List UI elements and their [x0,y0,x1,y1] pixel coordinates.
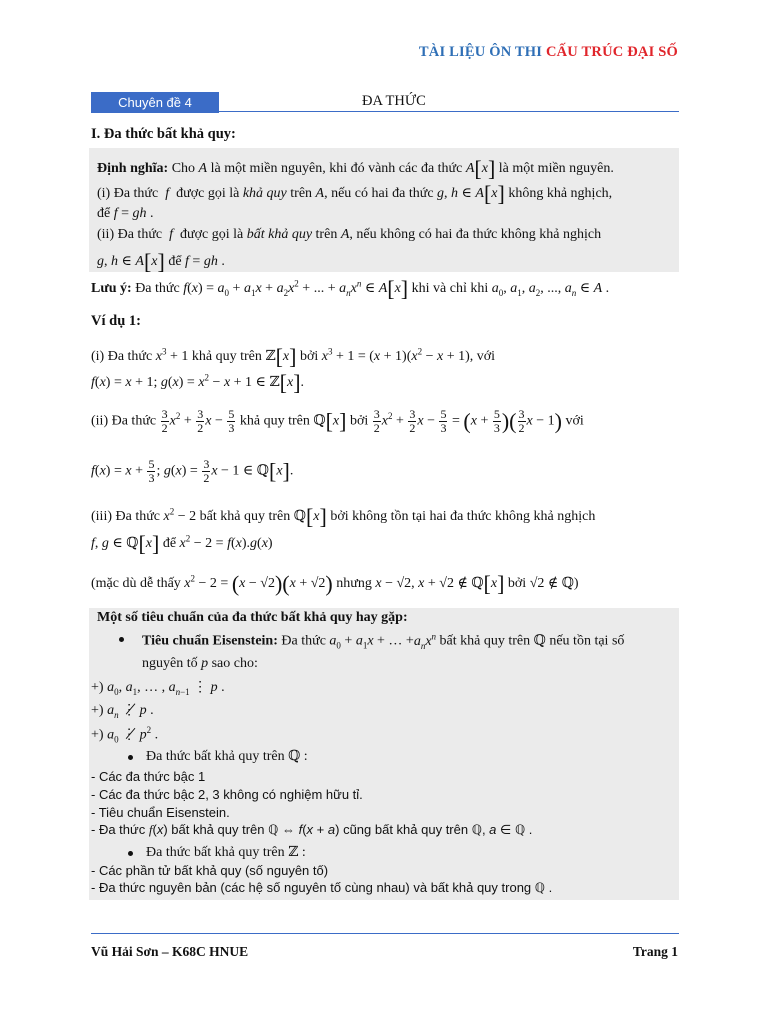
text: bất khả quy trên [199,509,291,525]
example-iii-line-3: (mặc dù dễ thấy $x^2 - 2 = (x - √2)(x + √2)$ nhưng x − √2, x + √2 ∉ ℚ[x] bởi √2 ∉ ℚ) [91,571,579,596]
definition-line-4: (ii) Đa thức f được gọi là bất khả quy trên A, nếu không có hai đa thức không khả nghịch [97,227,602,242]
text: khả quy trên [239,413,310,429]
bullet-icon [119,637,124,642]
text: được gọi là [180,227,244,242]
chapter-label: Chuyên đề 4 [91,92,219,113]
term-reducible: khả quy [242,186,287,202]
text: +) [91,680,104,695]
text: , nếu không có hai đa thức không khả nghịch [349,227,602,242]
definition-line-1: Định nghĩa: Cho A là một miền nguyên, khi đó vành các đa thức A[x] là một miền nguyên. [97,156,614,181]
text: bất khả quy trên [171,822,265,837]
section-title: I. Đa thức bất khả quy: [91,126,236,142]
text: bởi không tồn tại hai đa thức không khả nghịch [330,509,596,525]
note-label: Lưu ý: [91,281,132,297]
criteria-title: Một số tiêu chuẩn của đa thức bất khả quy hay gặp: [97,610,408,625]
text: cũng bất khả quy trên [343,822,469,837]
text: để [162,536,177,552]
text: trên [315,227,338,242]
text: (ii) Đa thức [91,413,157,429]
text: trên [290,186,313,202]
example-iii-line-1: (iii) Đa thức $x^2 - 2$ bất khả quy trên ℚ[x] bởi không tồn tại hai đa thức không khả nghịch [91,504,596,529]
example-i-line-1: (i) Đa thức $x^3 + 1$ khả quy trên ℤ[x] bởi $x^3 + 1 = (x + 1)(x^2 - x + 1)$, với [91,344,496,369]
text: bất khả quy trên [439,633,531,649]
text: Đa thức [281,633,326,649]
text: sao cho: [211,656,258,671]
text: (i) Đa thức [91,349,153,365]
definition-label: Định nghĩa: [97,161,169,177]
text: bởi [299,349,319,365]
eisenstein-condition-1: +) $a_0$, $a_1$, … , $a_{n-1}$ ⋮ p . [91,680,225,697]
text: là một miền nguyên, khi đó vành các đa thức [210,161,463,177]
text: (i) Đa thức [97,186,159,202]
header-series: TÀI LIỆU ÔN THI [418,44,543,60]
text: (iii) Đa thức [91,509,161,525]
definition-line-2: (i) Đa thức f được gọi là khả quy trên A, nếu có hai đa thức g, h ∈ A[x] không khả nghịch, [97,181,613,206]
example-i-line-2: f(x) = x + 1; $g(x) = x^2 - x + 1$ ∈ ℤ[x]. [91,370,305,395]
text: , với [469,349,496,365]
document-header [419,44,678,61]
text: Đa thức bất khả quy trên [146,749,285,764]
text: bởi [507,576,527,592]
example-iii-line-2: f, g ∈ ℚ[x] để $x^2 - 2 = f(x).g(x)$ [91,531,273,556]
integer-heading: Đa thức bất khả quy trên ℤ : [146,845,306,860]
note-line: Lưu ý: Đa thức $f(x) = a_0 + a_1x + a_2x^2$ + ... + $a_nx^n$ ∈ A[x] khi và chỉ khi $a_0$, $a_1$, $a_2$, ..., $a_n$ ∈ A . [91,276,610,301]
example-ii-line-2: f(x) = x + $\frac{5}{3}$ ; g(x) = $\frac{3}{2}$ x − 1 ∈ ℚ[x]. [91,457,294,485]
header-subject: CẤU TRÚC ĐẠI SỐ [545,44,678,60]
eisenstein-line-2: nguyên tố p sao cho: [142,656,258,671]
text: nếu tồn tại số [549,633,625,649]
definition-line-3: để f = gh . [97,206,154,221]
text: để [97,206,111,221]
definition-line-5: g, h ∈ A[x] để f = gh . [97,249,225,274]
text: - Đa thức nguyên bản (các hệ số nguyên tố cùng nhau) và bất khả quy trong [91,880,532,895]
text: +) [91,703,104,718]
eisenstein-label: Tiêu chuẩn Eisenstein: [142,633,278,649]
eisenstein-line-1: Tiêu chuẩn Eisenstein: Đa thức $a_0 + a_1x$ + … $+a_nx^n$ bất khả quy trên ℚ nếu tồn tại số [142,631,625,651]
text: (ii) Đa thức [97,227,163,242]
text: Cho [171,161,196,177]
text: (mặc dù dễ thấy [91,576,181,592]
text: khi và chỉ khi [411,281,489,297]
text: không khả nghịch, [508,186,613,202]
text: nhưng [336,576,372,592]
bullet-icon [128,851,133,856]
eisenstein-condition-3: +) $a_0$ ⋮̸ $p^2$ . [91,725,159,745]
chapter-title: ĐA THỨC [362,93,426,109]
text: bởi [349,413,369,429]
term-irreducible: bất khả quy [246,227,313,242]
text: để [168,254,182,270]
text: là một miền nguyên. [498,161,614,177]
footer-rule [91,933,679,934]
example-title: Ví dụ 1: [91,313,141,329]
example-ii-line-1: (ii) Đa thức $\frac{3}{2}$ $x^2$ + $\frac{3}{2}$ x − $\frac{5}{3}$ khả quy trên ℚ[x] bởi $\frac{3}{2}$ $x^2$ + $\frac{3}{2}$ x − $\frac{5}{3}$ = (x + $\frac{5}{3}$ )( $\frac{3}{2}$ x − 1) với [91,407,584,435]
integer-item-2: - Đa thức nguyên bản (các hệ số nguyên tố cùng nhau) và bất khả quy trong ℚ . [91,880,553,895]
chapter-rule [91,111,679,112]
rational-item-1: - Các đa thức bậc 1 [91,769,206,784]
text: - Đa thức [91,822,146,837]
text: , nếu có hai đa thức [324,186,434,202]
footer-page-number: Trang 1 [632,944,678,959]
text: Đa thức [135,281,180,297]
rational-item-3: - Tiêu chuẩn Eisenstein. [91,805,230,820]
footer-author: Vũ Hải Sơn – K68C HNUE [91,944,249,959]
rational-item-4: - Đa thức f(x) bất khả quy trên ℚ ⇔ f(x + a) cũng bất khả quy trên ℚ, a ∈ ℚ . [91,822,533,837]
bullet-icon [128,755,133,760]
text: Đa thức bất khả quy trên [146,845,285,860]
text: được gọi là [176,186,240,202]
text: nguyên tố [142,656,198,671]
eisenstein-condition-2: +) $a_n$ ⋮̸ p . [91,703,154,720]
text: khả quy trên [191,349,262,365]
integer-item-1: - Các phần tử bất khả quy (số nguyên tố) [91,863,329,878]
rational-heading: Đa thức bất khả quy trên ℚ : [146,749,308,764]
text: với [565,413,584,429]
text: +) [91,727,104,743]
rational-item-2: - Các đa thức bậc 2, 3 không có nghiệm hữu tỉ. [91,787,363,802]
